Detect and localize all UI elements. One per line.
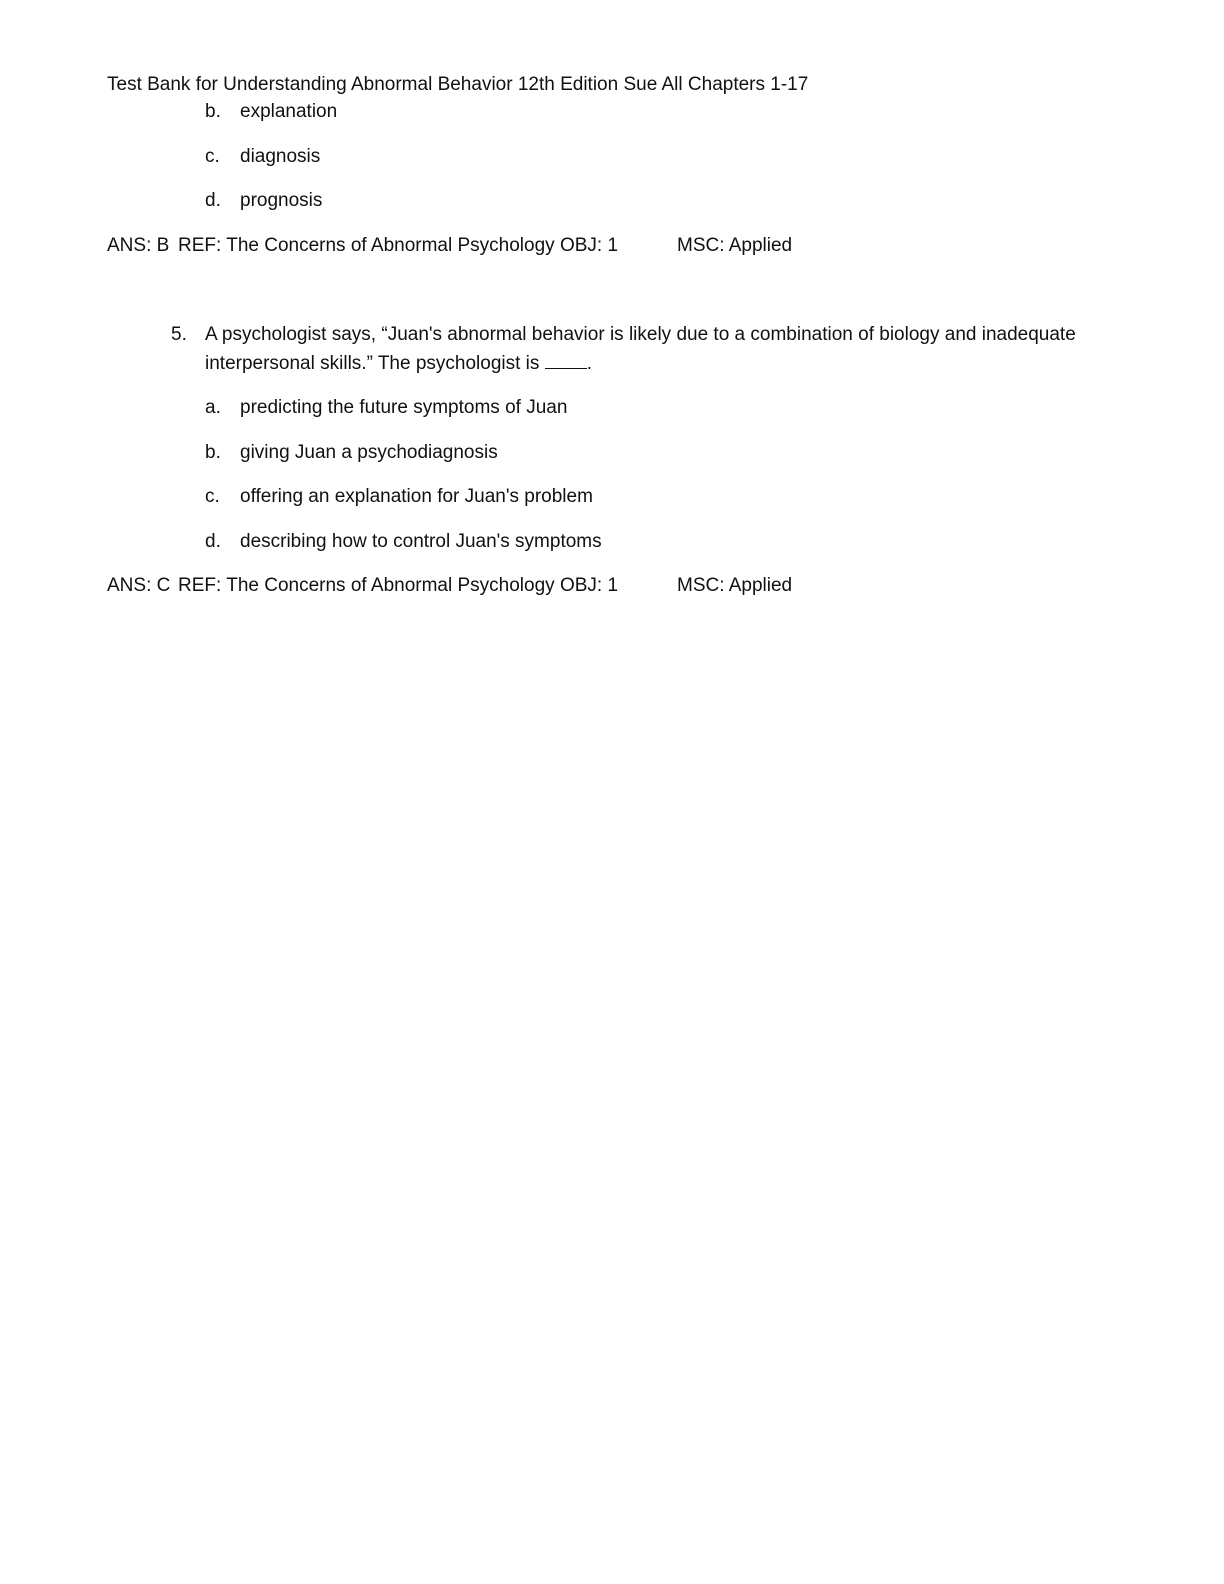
option-letter: d. [205, 190, 221, 211]
question-stem-line-2 [205, 349, 1165, 378]
answer-key: ANS: B [107, 235, 170, 256]
option-text: diagnosis [240, 146, 321, 167]
option-text: prognosis [240, 190, 323, 211]
option-letter: b. [205, 101, 221, 122]
option-letter: a. [205, 397, 221, 418]
option-text: predicting the future symptoms of Juan [240, 397, 568, 418]
answer-key: ANS: C [107, 575, 171, 596]
option-text: giving Juan a psychodiagnosis [240, 442, 498, 463]
option-text: offering an explanation for Juan's problem [240, 486, 593, 507]
question-stem [205, 320, 1165, 378]
answer-blank [545, 352, 587, 369]
option-letter: b. [205, 442, 221, 463]
answer-msc: MSC: Applied [677, 235, 793, 256]
option-letter: c. [205, 146, 220, 167]
question-stem-line-2-end: . [586, 353, 592, 374]
page-header-title: Test Bank for Understanding Abnormal Behavior 12th Edition Sue All Chapters 1-17 [107, 74, 809, 95]
answer-reference: REF: The Concerns of Abnormal Psychology OBJ: 1 [178, 235, 619, 256]
answer-msc: MSC: Applied [677, 575, 793, 596]
option-text: describing how to control Juan's symptoms [240, 531, 602, 552]
question-stem-line-2-text: interpersonal skills.” The psychologist is [205, 353, 545, 374]
question-stem-line-1: A psychologist says, “Juan's abnormal behavior is likely due to a combination of biology and inadequate [205, 324, 1076, 345]
option-text: explanation [240, 101, 338, 122]
option-letter: c. [205, 486, 220, 507]
answer-reference: REF: The Concerns of Abnormal Psychology OBJ: 1 [178, 575, 619, 596]
question-number: 5. [171, 324, 187, 345]
option-letter: d. [205, 531, 221, 552]
